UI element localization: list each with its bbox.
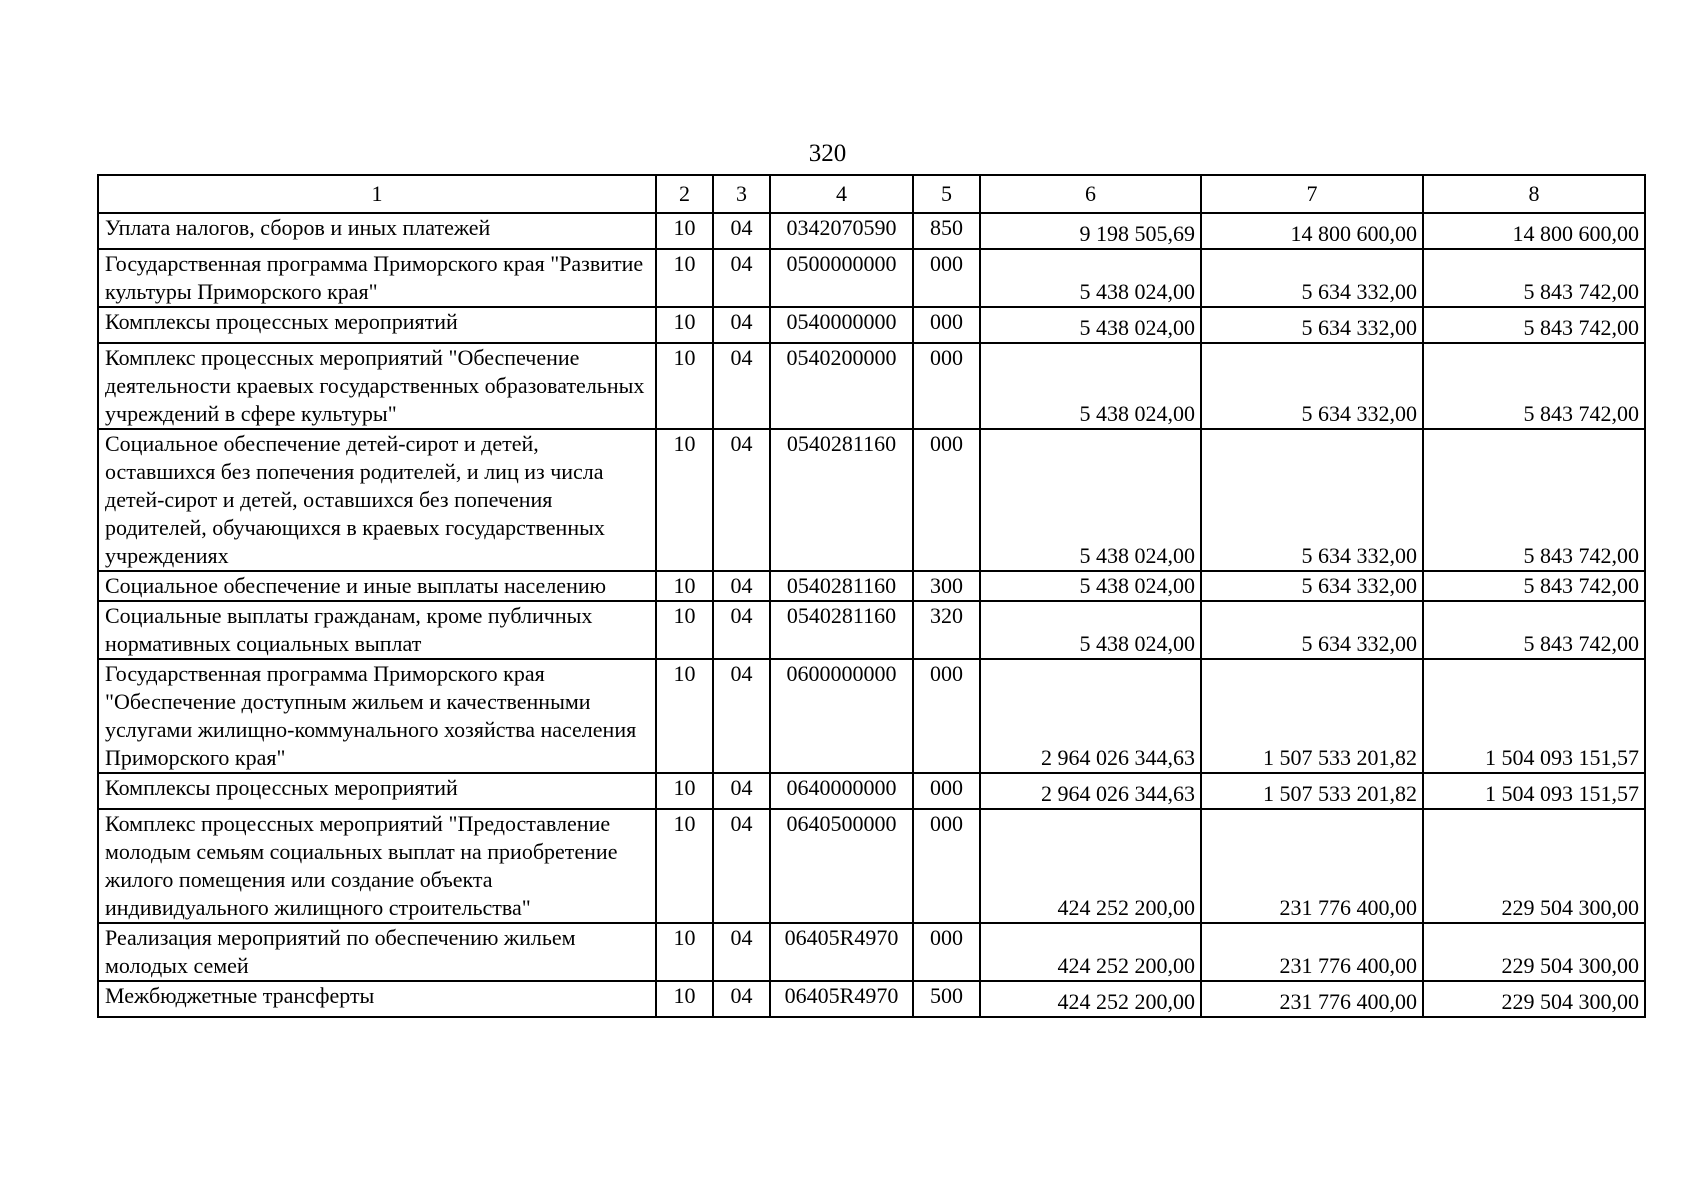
table-row bbox=[98, 307, 1645, 343]
code-section: 10 bbox=[656, 981, 713, 1017]
row-name: Реализация мероприятий по обеспечению жильем молодых семей bbox=[98, 923, 656, 981]
code-subsection: 04 bbox=[713, 429, 770, 571]
amount-col-7: 1 507 533 201,82 bbox=[1201, 773, 1423, 809]
code-expense-type: 500 bbox=[913, 981, 980, 1017]
table-row bbox=[98, 249, 1645, 307]
amount-col-6: 2 964 026 344,63 bbox=[980, 659, 1201, 773]
code-subsection: 04 bbox=[713, 213, 770, 249]
amount-col-7: 231 776 400,00 bbox=[1201, 809, 1423, 923]
amount-col-6: 5 438 024,00 bbox=[980, 343, 1201, 429]
table-row bbox=[98, 601, 1645, 659]
code-target-article: 0500000000 bbox=[770, 249, 913, 307]
amount-col-6: 9 198 505,69 bbox=[980, 213, 1201, 249]
code-subsection: 04 bbox=[713, 923, 770, 981]
code-target-article: 06405R4970 bbox=[770, 923, 913, 981]
code-expense-type: 320 bbox=[913, 601, 980, 659]
row-name: Комплексы процессных мероприятий bbox=[98, 307, 656, 343]
code-target-article: 0540281160 bbox=[770, 601, 913, 659]
row-name: Комплексы процессных мероприятий bbox=[98, 773, 656, 809]
code-subsection: 04 bbox=[713, 659, 770, 773]
row-name: Уплата налогов, сборов и иных платежей bbox=[98, 213, 656, 249]
code-target-article: 0540000000 bbox=[770, 307, 913, 343]
amount-col-8: 5 843 742,00 bbox=[1423, 307, 1645, 343]
code-target-article: 0640000000 bbox=[770, 773, 913, 809]
code-expense-type: 000 bbox=[913, 923, 980, 981]
code-section: 10 bbox=[656, 213, 713, 249]
row-name: Межбюджетные трансферты bbox=[98, 981, 656, 1017]
column-header: 8 bbox=[1423, 175, 1645, 213]
table-row bbox=[98, 809, 1645, 923]
amount-col-8: 5 843 742,00 bbox=[1423, 571, 1645, 601]
column-header: 1 bbox=[98, 175, 656, 213]
page-number: 320 bbox=[808, 140, 847, 167]
code-target-article: 0540281160 bbox=[770, 571, 913, 601]
code-section: 10 bbox=[656, 923, 713, 981]
amount-col-7: 5 634 332,00 bbox=[1201, 429, 1423, 571]
column-header: 3 bbox=[713, 175, 770, 213]
code-subsection: 04 bbox=[713, 809, 770, 923]
code-expense-type: 000 bbox=[913, 773, 980, 809]
code-subsection: 04 bbox=[713, 343, 770, 429]
code-section: 10 bbox=[656, 773, 713, 809]
amount-col-8: 5 843 742,00 bbox=[1423, 343, 1645, 429]
code-target-article: 0540281160 bbox=[770, 429, 913, 571]
code-target-article: 0640500000 bbox=[770, 809, 913, 923]
code-expense-type: 000 bbox=[913, 307, 980, 343]
code-section: 10 bbox=[656, 809, 713, 923]
amount-col-7: 5 634 332,00 bbox=[1201, 343, 1423, 429]
column-header: 7 bbox=[1201, 175, 1423, 213]
code-section: 10 bbox=[656, 659, 713, 773]
row-name: Государственная программа Приморского края "Развитие культуры Приморского края" bbox=[98, 249, 656, 307]
amount-col-6: 424 252 200,00 bbox=[980, 981, 1201, 1017]
code-subsection: 04 bbox=[713, 601, 770, 659]
table-body bbox=[98, 213, 1645, 1017]
code-expense-type: 000 bbox=[913, 343, 980, 429]
code-target-article: 0540200000 bbox=[770, 343, 913, 429]
code-target-article: 06405R4970 bbox=[770, 981, 913, 1017]
amount-col-7: 5 634 332,00 bbox=[1201, 601, 1423, 659]
code-target-article: 0600000000 bbox=[770, 659, 913, 773]
amount-col-7: 5 634 332,00 bbox=[1201, 249, 1423, 307]
amount-col-7: 5 634 332,00 bbox=[1201, 307, 1423, 343]
amount-col-6: 2 964 026 344,63 bbox=[980, 773, 1201, 809]
code-expense-type: 000 bbox=[913, 429, 980, 571]
table-row bbox=[98, 571, 1645, 601]
amount-col-8: 5 843 742,00 bbox=[1423, 429, 1645, 571]
amount-col-6: 5 438 024,00 bbox=[980, 249, 1201, 307]
amount-col-6: 5 438 024,00 bbox=[980, 429, 1201, 571]
amount-col-8: 229 504 300,00 bbox=[1423, 923, 1645, 981]
row-name: Социальное обеспечение детей-сирот и детей, оставшихся без попечения родителей, и лиц из числа детей-сирот и детей, оставшихся без попечения родителей, обучающихся в краевых государственных учреждениях bbox=[98, 429, 656, 571]
amount-col-6: 424 252 200,00 bbox=[980, 923, 1201, 981]
code-subsection: 04 bbox=[713, 307, 770, 343]
table-row bbox=[98, 773, 1645, 809]
row-name: Комплекс процессных мероприятий "Обеспечение деятельности краевых государственных образовательных учреждений в сфере культуры" bbox=[98, 343, 656, 429]
code-section: 10 bbox=[656, 601, 713, 659]
amount-col-8: 229 504 300,00 bbox=[1423, 809, 1645, 923]
code-subsection: 04 bbox=[713, 981, 770, 1017]
amount-col-7: 231 776 400,00 bbox=[1201, 923, 1423, 981]
column-header: 6 bbox=[980, 175, 1201, 213]
amount-col-6: 424 252 200,00 bbox=[980, 809, 1201, 923]
amount-col-8: 14 800 600,00 bbox=[1423, 213, 1645, 249]
code-section: 10 bbox=[656, 307, 713, 343]
code-subsection: 04 bbox=[713, 773, 770, 809]
code-subsection: 04 bbox=[713, 571, 770, 601]
column-header: 2 bbox=[656, 175, 713, 213]
amount-col-6: 5 438 024,00 bbox=[980, 307, 1201, 343]
code-section: 10 bbox=[656, 249, 713, 307]
table-row bbox=[98, 213, 1645, 249]
row-name: Государственная программа Приморского края "Обеспечение доступным жильем и качественными услугами жилищно-коммунального хозяйства населения Приморского края" bbox=[98, 659, 656, 773]
amount-col-8: 1 504 093 151,57 bbox=[1423, 773, 1645, 809]
amount-col-8: 5 843 742,00 bbox=[1423, 249, 1645, 307]
column-header: 4 bbox=[770, 175, 913, 213]
code-section: 10 bbox=[656, 343, 713, 429]
amount-col-7: 14 800 600,00 bbox=[1201, 213, 1423, 249]
header-row bbox=[98, 175, 1645, 213]
table-row bbox=[98, 343, 1645, 429]
code-subsection: 04 bbox=[713, 249, 770, 307]
code-section: 10 bbox=[656, 429, 713, 571]
table-row bbox=[98, 659, 1645, 773]
code-target-article: 0342070590 bbox=[770, 213, 913, 249]
amount-col-8: 5 843 742,00 bbox=[1423, 601, 1645, 659]
code-expense-type: 000 bbox=[913, 249, 980, 307]
amount-col-8: 1 504 093 151,57 bbox=[1423, 659, 1645, 773]
amount-col-7: 1 507 533 201,82 bbox=[1201, 659, 1423, 773]
table-row bbox=[98, 981, 1645, 1017]
table-row bbox=[98, 429, 1645, 571]
table-row bbox=[98, 923, 1645, 981]
budget-table bbox=[97, 174, 1646, 1018]
code-expense-type: 000 bbox=[913, 809, 980, 923]
code-expense-type: 000 bbox=[913, 659, 980, 773]
amount-col-7: 231 776 400,00 bbox=[1201, 981, 1423, 1017]
code-expense-type: 850 bbox=[913, 213, 980, 249]
row-name: Социальное обеспечение и иные выплаты населению bbox=[98, 571, 656, 601]
amount-col-8: 229 504 300,00 bbox=[1423, 981, 1645, 1017]
amount-col-6: 5 438 024,00 bbox=[980, 601, 1201, 659]
row-name: Комплекс процессных мероприятий "Предоставление молодым семьям социальных выплат на приобретение жилого помещения или создание объекта индивидуального жилищного строительства" bbox=[98, 809, 656, 923]
row-name: Социальные выплаты гражданам, кроме публичных нормативных социальных выплат bbox=[98, 601, 656, 659]
column-header: 5 bbox=[913, 175, 980, 213]
code-section: 10 bbox=[656, 571, 713, 601]
code-expense-type: 300 bbox=[913, 571, 980, 601]
amount-col-6: 5 438 024,00 bbox=[980, 571, 1201, 601]
amount-col-7: 5 634 332,00 bbox=[1201, 571, 1423, 601]
